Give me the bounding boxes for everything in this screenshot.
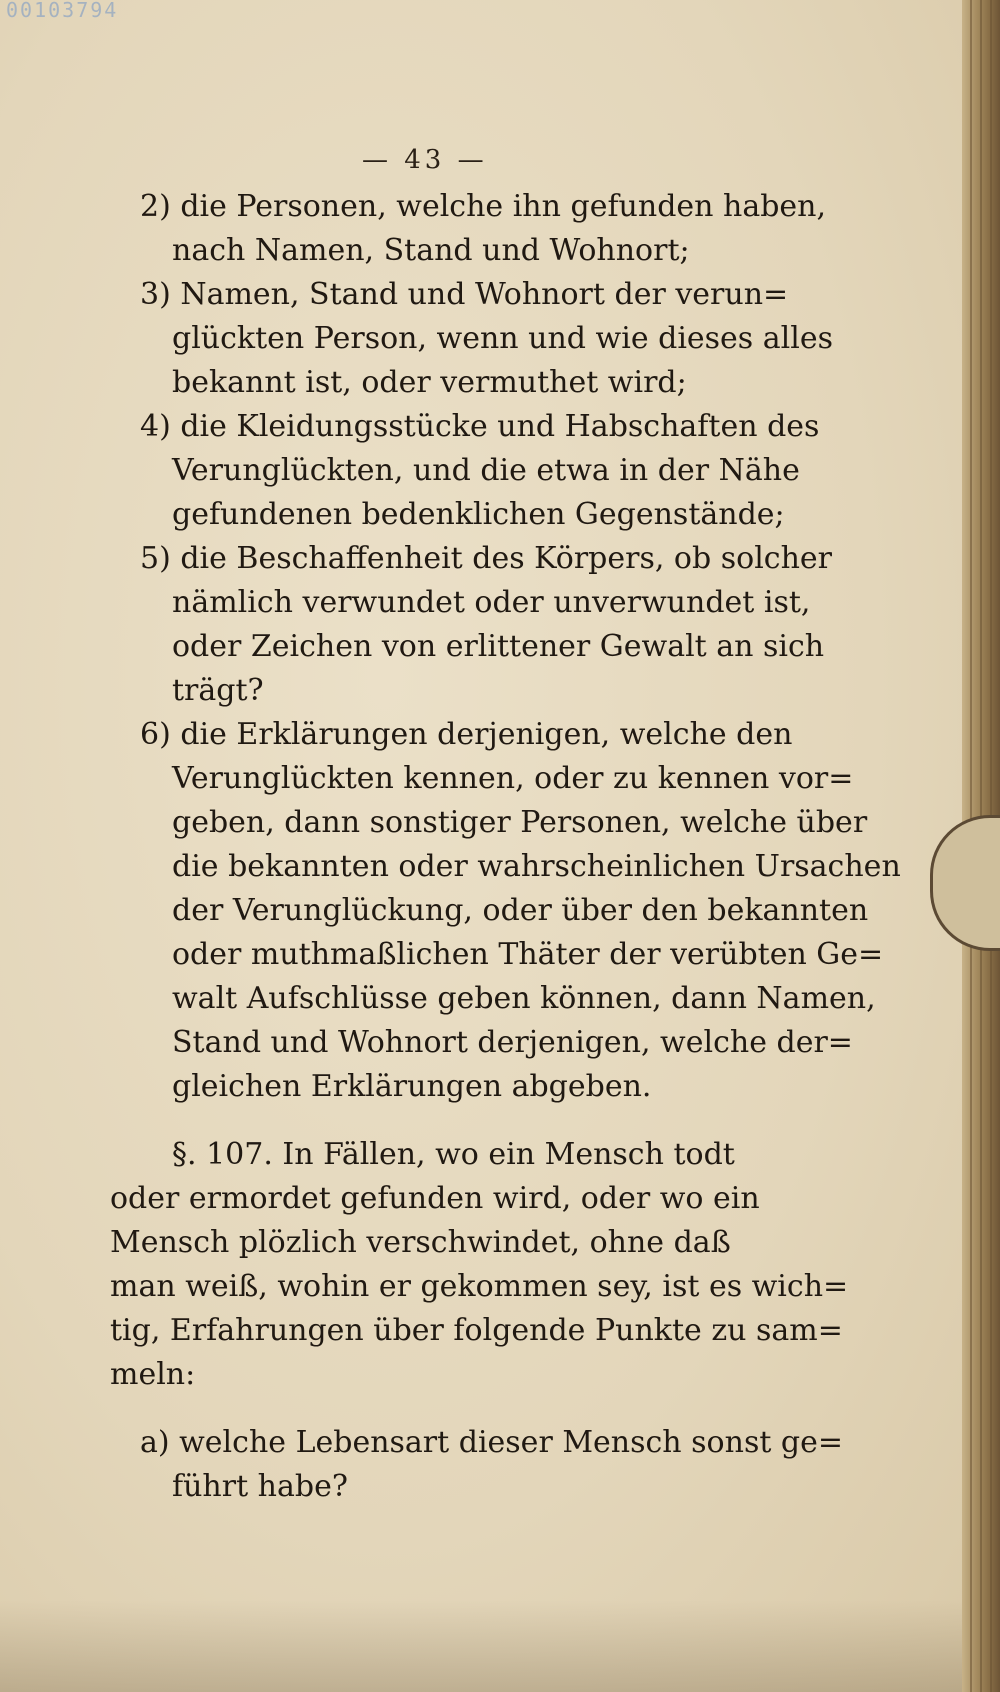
text-line: 5) die Beschaffenheit des Körpers, ob solcher: [140, 541, 833, 576]
text-line: die bekannten oder wahrscheinlichen Ursachen: [172, 849, 901, 884]
text-line: man weiß, wohin er gekommen sey, ist es wich=: [110, 1269, 849, 1304]
text-line: 2) die Personen, welche ihn gefunden haben,: [140, 189, 827, 224]
text-line: glückten Person, wenn und wie dieses alles: [172, 321, 833, 356]
page-shadow: [0, 1600, 962, 1692]
text-line: 3) Namen, Stand und Wohnort der verun=: [140, 277, 789, 312]
text-line: trägt?: [172, 673, 264, 708]
text-line: nach Namen, Stand und Wohnort;: [172, 233, 690, 268]
text-line: tig, Erfahrungen über folgende Punkte zu sam=: [110, 1313, 843, 1348]
text-line: oder ermordet gefunden wird, oder wo ein: [110, 1181, 760, 1216]
text-line: Verunglückten kennen, oder zu kennen vor=: [172, 761, 854, 796]
text-line: a) welche Lebensart dieser Mensch sonst ge=: [140, 1425, 844, 1460]
text-line: walt Aufschlüsse geben können, dann Namen,: [172, 981, 876, 1016]
text-line: nämlich verwundet oder unverwundet ist,: [172, 585, 811, 620]
library-stamp: 00103794: [6, 0, 119, 22]
text-line: bekannt ist, oder vermuthet wird;: [172, 365, 687, 400]
text-line: geben, dann sonstiger Personen, welche über: [172, 805, 868, 840]
text-line: Verunglückten, und die etwa in der Nähe: [172, 453, 800, 488]
text-line: der Verunglückung, oder über den bekannten: [172, 893, 869, 928]
text-line: Stand und Wohnort derjenigen, welche der=: [172, 1025, 853, 1060]
text-line: Mensch plözlich verschwindet, ohne daß: [110, 1225, 731, 1260]
text-line: gleichen Erklärungen abgeben.: [172, 1069, 652, 1104]
text-line: oder Zeichen von erlittener Gewalt an sich: [172, 629, 825, 664]
section-heading-line: §. 107. In Fällen, wo ein Mensch todt: [172, 1137, 735, 1172]
text-line: meln:: [110, 1357, 196, 1392]
text-line: 4) die Kleidungsstücke und Habschaften des: [140, 409, 820, 444]
text-line: 6) die Erklärungen derjenigen, welche den: [140, 717, 793, 752]
text-line: oder muthmaßlichen Thäter der verübten Ge=: [172, 937, 884, 972]
page-number: — 43 —: [362, 145, 488, 175]
text-line: gefundenen bedenklichen Gegenstände;: [172, 497, 785, 532]
text-line: führt habe?: [172, 1469, 348, 1504]
